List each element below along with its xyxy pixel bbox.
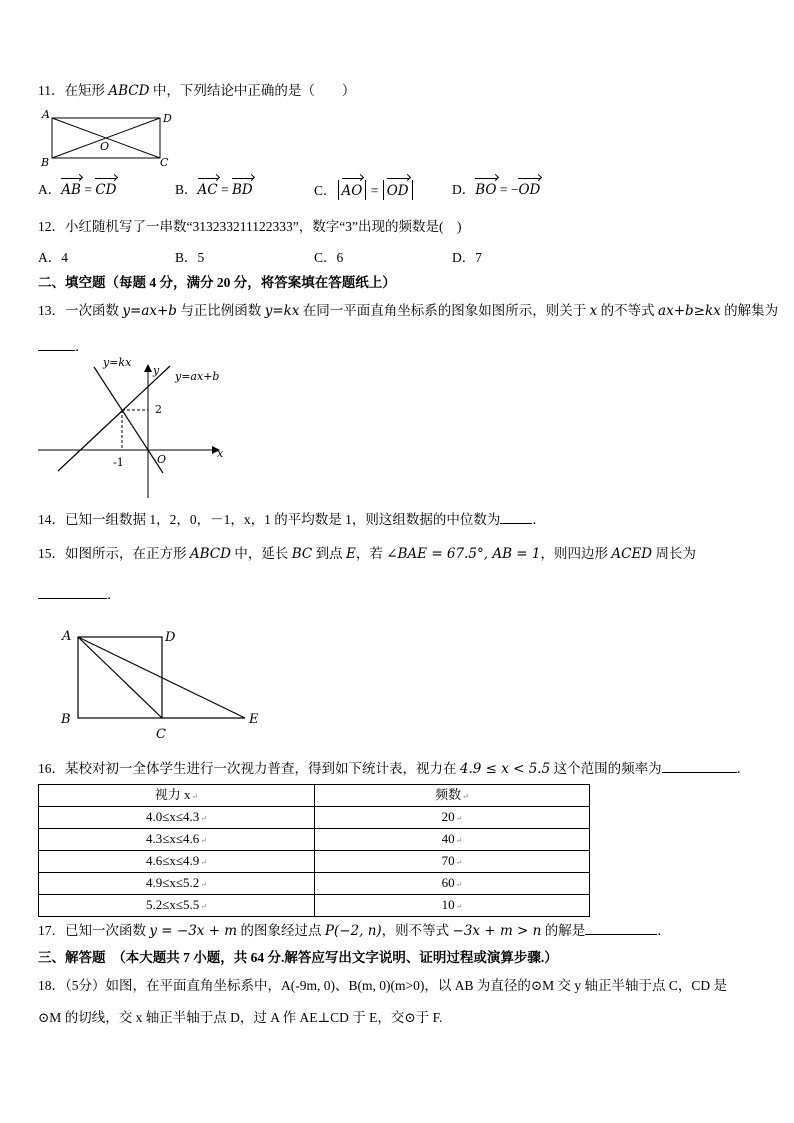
vector-right: CD <box>95 182 117 198</box>
section-heading-solutions: 三、解答题 （本大题共 7 小题，共 64 分.解答应写出文字说明、证明过程或演算步骤.） <box>38 950 558 965</box>
cell-count: 20 ↵ <box>442 809 463 824</box>
q11-rectangle-figure <box>38 108 178 170</box>
vector-left: AB <box>61 182 81 198</box>
operator: = <box>367 183 382 198</box>
option-label: C． <box>314 183 337 198</box>
q13-stem <box>38 303 778 319</box>
q17-text: 17．已知一次函数 <box>38 923 150 938</box>
q18-line-1: 18．（5分）如图，在平面直角坐标系中，A(-9m, 0)、B(m, 0)(m>0)，以 AB 为直径的⊙M 交 y 轴正半轴于点 C，CD 是 <box>38 978 728 993</box>
q15-text: 到点 <box>312 546 346 561</box>
answer-blank <box>585 921 657 935</box>
q15-answer-line <box>38 585 121 603</box>
section-heading-fill-in: 二、填空题（每题 4 分，满分 20 分，将答案填在答题纸上） <box>38 275 396 290</box>
q13-text: 的不等式 <box>597 303 659 318</box>
vector-right: OD <box>386 183 409 199</box>
q13-math: x <box>589 303 598 319</box>
vector-left: AC <box>197 182 218 198</box>
operator: = <box>80 182 96 197</box>
q16-stem <box>38 759 750 777</box>
cell-range: 4.3≤x≤4.6 ↵ <box>146 831 207 846</box>
header-vision: 视力 x ↵ <box>155 787 198 802</box>
table-row <box>39 807 590 829</box>
q11-option-a <box>38 182 116 198</box>
cell-count: 40 ↵ <box>442 831 463 846</box>
operator: = <box>217 182 232 197</box>
q14-text: 14．已知一组数据 1，2，0，－1，x，1 的平均数是 1，则这组数据的中位数为 <box>38 512 501 527</box>
q11-text2: 中，下列结论中正确的是（ ） <box>149 83 356 98</box>
q15-math: ABCD <box>189 546 231 562</box>
q15-math: ACED <box>611 546 653 562</box>
period: ． <box>657 923 671 938</box>
option-label: A． <box>38 182 62 197</box>
q15-math: BC <box>291 546 313 562</box>
vector-right: BD <box>231 182 253 198</box>
q17-math: −3x + m > n <box>452 923 542 939</box>
q11-option-b <box>175 182 253 198</box>
q13-text: 的解集为 <box>720 303 779 318</box>
period: ． <box>736 761 751 776</box>
label-o: O <box>100 140 110 153</box>
period: ． <box>532 512 546 527</box>
q13-math: y=ax+b <box>122 303 177 319</box>
label-origin: O <box>157 453 167 466</box>
q18-line-2: ⊙M 的切线，交 x 轴正半轴于点 D，过 A 作 AE⊥CD 于 E，交⊙于 F. <box>38 1010 443 1025</box>
q17-math: P(−2, n) <box>324 923 382 939</box>
cell-count: 60 ↵ <box>442 875 463 890</box>
period: ． <box>107 587 121 602</box>
q15-text: ，若 <box>355 546 387 561</box>
label-c: C <box>156 727 166 742</box>
option-label: B． <box>175 182 198 197</box>
q13-text: 13．一次函数 <box>38 303 123 318</box>
answer-blank <box>38 337 75 351</box>
q11-number: 11． <box>38 83 65 98</box>
label-x-axis: x <box>217 447 224 460</box>
q15-text: ，则四边形 <box>540 546 612 561</box>
table-header-row <box>39 785 590 807</box>
answer-blank <box>38 585 107 599</box>
label-a: A <box>42 108 50 121</box>
q17-math: y = −3x + m <box>149 923 238 939</box>
q17-text: 的解是 <box>541 923 586 938</box>
q16-text: 16．某校对初一全体学生进行一次视力普查，得到如下统计表，视力在 <box>38 761 460 776</box>
q15-math: E <box>345 546 356 562</box>
q12-option-a: A．4 <box>38 250 68 265</box>
label-y-tick: 2 <box>155 403 162 416</box>
q15-text: 周长为 <box>652 546 696 561</box>
q17-stem <box>38 921 671 939</box>
abs-left <box>338 180 367 200</box>
q15-square-figure <box>55 622 265 742</box>
q12-stem: 12．小红随机写了一串数“313233211122333”，数字“3”出现的频数是( ) <box>38 219 462 234</box>
cell-count: 10 ↵ <box>442 897 463 912</box>
label-c: C <box>160 156 169 169</box>
q13-function-graph <box>30 350 240 505</box>
vector-left: AO <box>341 183 363 199</box>
operator: = − <box>496 182 519 197</box>
option-label: D． <box>452 182 476 197</box>
period: ． <box>75 339 89 354</box>
label-d: D <box>163 112 172 125</box>
q13-text: 与正比例函数 <box>176 303 265 318</box>
cell-count: 70 ↵ <box>442 853 463 868</box>
vector-right: OD <box>518 182 541 198</box>
q16-math: 4.9 ≤ x < 5.5 <box>459 761 551 777</box>
q12-option-b: B．5 <box>175 250 205 265</box>
q15-text: 15．如图所示，在正方形 <box>38 546 190 561</box>
q11-option-c <box>314 180 414 200</box>
q13-math: ax+b≥kx <box>658 303 721 319</box>
label-b: B <box>41 156 50 169</box>
q17-text: 的图象经过点 <box>237 923 325 938</box>
q13-text: 在同一平面直角坐标系的图象如图所示，则关于 <box>299 303 590 318</box>
header-frequency: 频数 ↵ <box>435 787 469 802</box>
cell-range: 5.2≤x≤5.5 ↵ <box>146 897 207 912</box>
q11-option-d <box>452 182 540 198</box>
table-row <box>39 829 590 851</box>
label-a: A <box>62 629 72 644</box>
vision-frequency-table <box>38 784 590 917</box>
q15-text: 中，延长 <box>230 546 292 561</box>
q13-math: y=kx <box>264 303 300 319</box>
q12-option-c: C．6 <box>314 250 344 265</box>
vector-left: BO <box>475 182 497 198</box>
q14-stem <box>38 510 546 528</box>
label-y-kx: y=kx <box>103 356 132 369</box>
label-d: D <box>165 630 176 645</box>
q16-text: 这个范围的频率为 <box>550 761 662 776</box>
table-row <box>39 873 590 895</box>
y-axis-arrow <box>144 364 152 372</box>
q11-math: ABCD <box>108 83 150 99</box>
answer-blank <box>662 759 737 773</box>
answer-blank <box>500 510 532 524</box>
table-row <box>39 895 590 917</box>
cell-range: 4.6≤x≤4.9 ↵ <box>146 853 207 868</box>
label-y-ax-b: y=ax+b <box>175 370 220 383</box>
label-y-axis: y <box>153 364 160 377</box>
q15-math: ∠BAE = 67.5°, AB = 1 <box>386 546 541 562</box>
q12-option-d: D．7 <box>452 250 482 265</box>
label-e: E <box>249 712 259 727</box>
q17-text: ，则不等式 <box>381 923 453 938</box>
table-row <box>39 851 590 873</box>
label-x-tick: -1 <box>113 456 124 469</box>
label-b: B <box>61 712 71 727</box>
segment-ac <box>78 637 162 718</box>
cell-range: 4.0≤x≤4.3 ↵ <box>146 809 207 824</box>
cell-range: 4.9≤x≤5.2 ↵ <box>146 875 207 890</box>
q11-text1: 在矩形 <box>64 83 109 98</box>
q11-stem <box>38 83 355 99</box>
abs-right <box>383 180 413 200</box>
q15-stem <box>38 546 696 562</box>
